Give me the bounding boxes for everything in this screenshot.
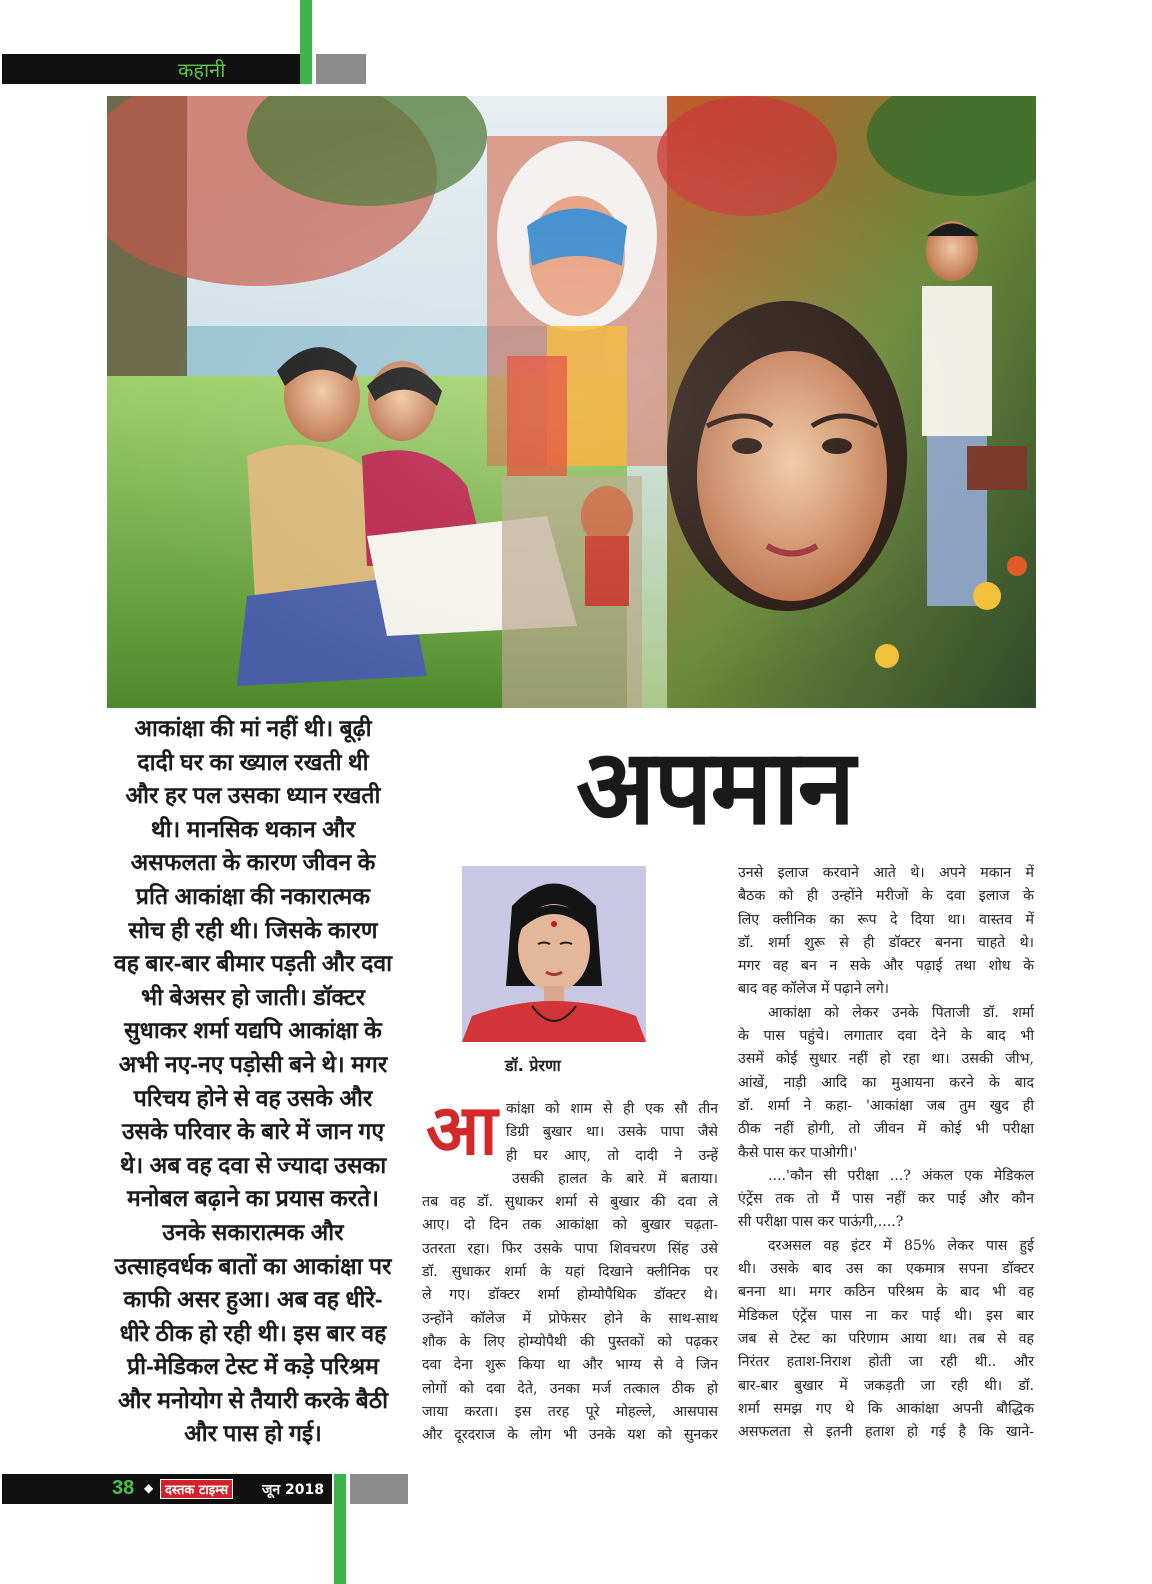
text-line: और दूरदराज के लोग भी उनके यश को सुनकर	[422, 1427, 718, 1444]
pull-quote-line: मनोबल बढ़ाने का प्रयास करते।	[126, 1185, 380, 1212]
pull-quote-line: और हर पल उसका ध्यान रखती	[125, 782, 381, 809]
pull-quote-line: थी। मानसिक थकान और	[150, 815, 356, 842]
pull-quote-line: काफी असर हुआ। अब वह धीरे-	[123, 1286, 383, 1313]
text-line: मेडिकल एंट्रेंस पास ना कर पाई थी। इस बार	[738, 1307, 1034, 1324]
pull-quote-line: उनके सकारात्मक और	[162, 1218, 344, 1245]
author-photo	[462, 866, 646, 1042]
text-line: आकांक्षा को लेकर उनके पिताजी डॉ. शर्मा	[768, 1004, 1034, 1021]
story-title: अपमान	[576, 730, 854, 846]
text-line: ले गए। डॉक्टर शर्मा होम्योपैथिक डॉक्टर थे।	[422, 1287, 718, 1304]
text-line: दरअसल वह इंटर में 85% लेकर पास हुई	[768, 1237, 1034, 1254]
text-line: असफलता से इतनी हताश हो गई है कि खाने-	[738, 1424, 1034, 1441]
pull-quote-line: थे। अब वह दवा से ज्यादा उसका	[119, 1151, 387, 1178]
pull-quote-line: धीरे ठीक हो रही थी। इस बार वह	[119, 1319, 387, 1346]
author-name: डॉ. प्रेरणा	[505, 1056, 561, 1075]
text-line: जब से टेस्ट का परिणाम आया था। तब से वह	[738, 1330, 1034, 1347]
body-column-middle	[422, 1098, 718, 1447]
text-line: शर्मा समझ गए थे कि आकांक्षा अपनी बौद्धिक	[738, 1400, 1034, 1417]
text-line: आंखें, नाड़ी आदि का मुआयना करने के बाद	[738, 1074, 1034, 1091]
text-line: शौक के लिए होम्योपैथी की पुस्तकों को पढ़कर	[422, 1333, 718, 1350]
text-line: डॉ. शर्मा ने कहा- 'आकांक्षा जब तुम खुद ही	[738, 1097, 1034, 1114]
text-line: उन्होंने कॉलेज में प्रोफेसर होने के साथ-साथ	[422, 1310, 718, 1327]
pull-quote-line: भी बेअसर हो जाती। डॉक्टर	[140, 983, 366, 1010]
pull-quote-line: प्री-मेडिकल टेस्ट में कड़े परिश्रम	[127, 1353, 379, 1380]
text-line: ठीक नहीं होगी, तो जीवन में कोई भी परीक्षा	[738, 1121, 1034, 1138]
text-line: ही घर आए, तो दादी ने उन्हें	[506, 1147, 718, 1164]
pull-quote-line: सोच ही रही थी। जिसके कारण	[128, 916, 378, 943]
text-line: के पास पहुंचे। लगातार दवा देने के बाद भी	[738, 1028, 1034, 1045]
text-line: मगर वह बन न सके और पढ़ाई तथा शोध के	[738, 958, 1034, 975]
text-line: डॉ. सुधाकर शर्मा के यहां दिखाने क्लीनिक पर	[422, 1264, 718, 1281]
pull-quote	[108, 712, 398, 1451]
pull-quote-line: अभी नए-नए पड़ोसी बने थे। मगर	[118, 1050, 388, 1077]
text-line: डिग्री बुखार था। उसके पापा जैसे	[506, 1124, 718, 1141]
text-line: बनना था। मगर कठिन परिश्रम के बाद भी वह	[738, 1284, 1034, 1301]
text-line: जाया करता। इस तरह पूरे मोहल्ले, आसपास	[422, 1403, 718, 1420]
text-line: उनसे इलाज करवाने आते थे। अपने मकान में	[738, 865, 1034, 881]
page-number: 38	[112, 1477, 135, 1499]
pull-quote-line: वह बार-बार बीमार पड़ती और दवा	[113, 950, 393, 977]
text-line: बार-बार बुखार में जकड़ती जा रही थी। डॉ.	[738, 1377, 1034, 1394]
body-column-right	[738, 862, 1034, 1444]
text-line: उतरता रहा। फिर उसके पापा शिवचरण सिंह उसे	[422, 1240, 718, 1257]
footer-grey-block	[350, 1474, 408, 1504]
pull-quote-line: परिचय होने से वह उसके और	[133, 1084, 373, 1111]
magazine-logo: दस्तक टाइम्स	[160, 1479, 233, 1499]
diamond-icon: ◆	[144, 1481, 154, 1495]
pull-quote-line: उत्साहवर्धक बातों का आकांक्षा पर	[114, 1252, 392, 1279]
text-line: ....'कौन सी परीक्षा ...? अंकल एक मेडिकल	[768, 1167, 1034, 1184]
footer-green-bar	[334, 1474, 346, 1584]
issue-date: जून 2018	[262, 1482, 324, 1498]
text-line: लोगों को दवा देते, उनका मर्ज तत्काल ठीक हो	[422, 1380, 718, 1397]
pull-quote-line: आकांक्षा की मां नहीं थी। बूढ़ी	[134, 715, 372, 741]
text-line: उसमें कोई सुधार नहीं हो रहा था। उसकी जीभ,	[738, 1051, 1034, 1068]
text-line: कैसे पास कर पाओगी।'	[738, 1144, 858, 1161]
pull-quote-line: प्रति आकांक्षा की नकारात्मक	[135, 882, 371, 909]
text-line: तब वह डॉ. सुधाकर शर्मा से बुखार की दवा ले	[422, 1194, 718, 1211]
pull-quote-line: दादी घर का ख्याल रखती थी	[137, 748, 369, 775]
pull-quote-line: और मनोयोग से तैयारी करके बैठी	[117, 1386, 389, 1413]
text-line: उसकी हालत के बारे में बताया।	[512, 1170, 718, 1187]
text-line: कांक्षा को शाम से ही एक सौ तीन	[506, 1101, 718, 1117]
text-line: आए। दो दिन तक आकांक्षा को बुखार चढ़ता-	[422, 1217, 718, 1234]
pull-quote-line: असफलता के कारण जीवन के	[130, 849, 376, 876]
text-line: बाद वह कॉलेज में पढ़ाने लगे।	[738, 981, 890, 998]
text-line: थी। उसके बाद उस का एकमात्र सपना डॉक्टर	[738, 1261, 1034, 1278]
header-grey-block	[316, 54, 366, 84]
hero-illustration	[107, 96, 1036, 708]
text-line: डॉ. शर्मा शुरू से ही डॉक्टर बनना चाहते थे।	[738, 934, 1034, 951]
section-header-bar	[2, 54, 300, 84]
text-line: दवा देना शुरू किया था और भाग्य से वे जिन	[422, 1357, 718, 1374]
pull-quote-line: और पास हो गई।	[184, 1420, 322, 1447]
header-green-bar	[300, 0, 312, 84]
text-line: लिए क्लीनिक का रूप दे दिया था। वास्तव में	[738, 911, 1034, 928]
text-line: एंट्रेंस तक तो मैं पास नहीं कर पाई और कौन	[738, 1191, 1034, 1208]
text-line: सी परीक्षा पास कर पाऊंगी,....?	[738, 1214, 904, 1231]
text-line: बैठक को ही उन्होंने मरीजों के दवा इलाज के	[738, 888, 1034, 905]
text-line: निरंतर हताश-निराश होती जा रही थी.. और	[738, 1354, 1034, 1371]
pull-quote-line: उसके परिवार के बारे में जान गए	[121, 1118, 385, 1145]
section-label: कहानी	[178, 58, 226, 82]
pull-quote-line: सुधाकर शर्मा यद्यपि आकांक्षा के	[124, 1017, 382, 1044]
drop-cap: आ	[426, 1091, 498, 1169]
